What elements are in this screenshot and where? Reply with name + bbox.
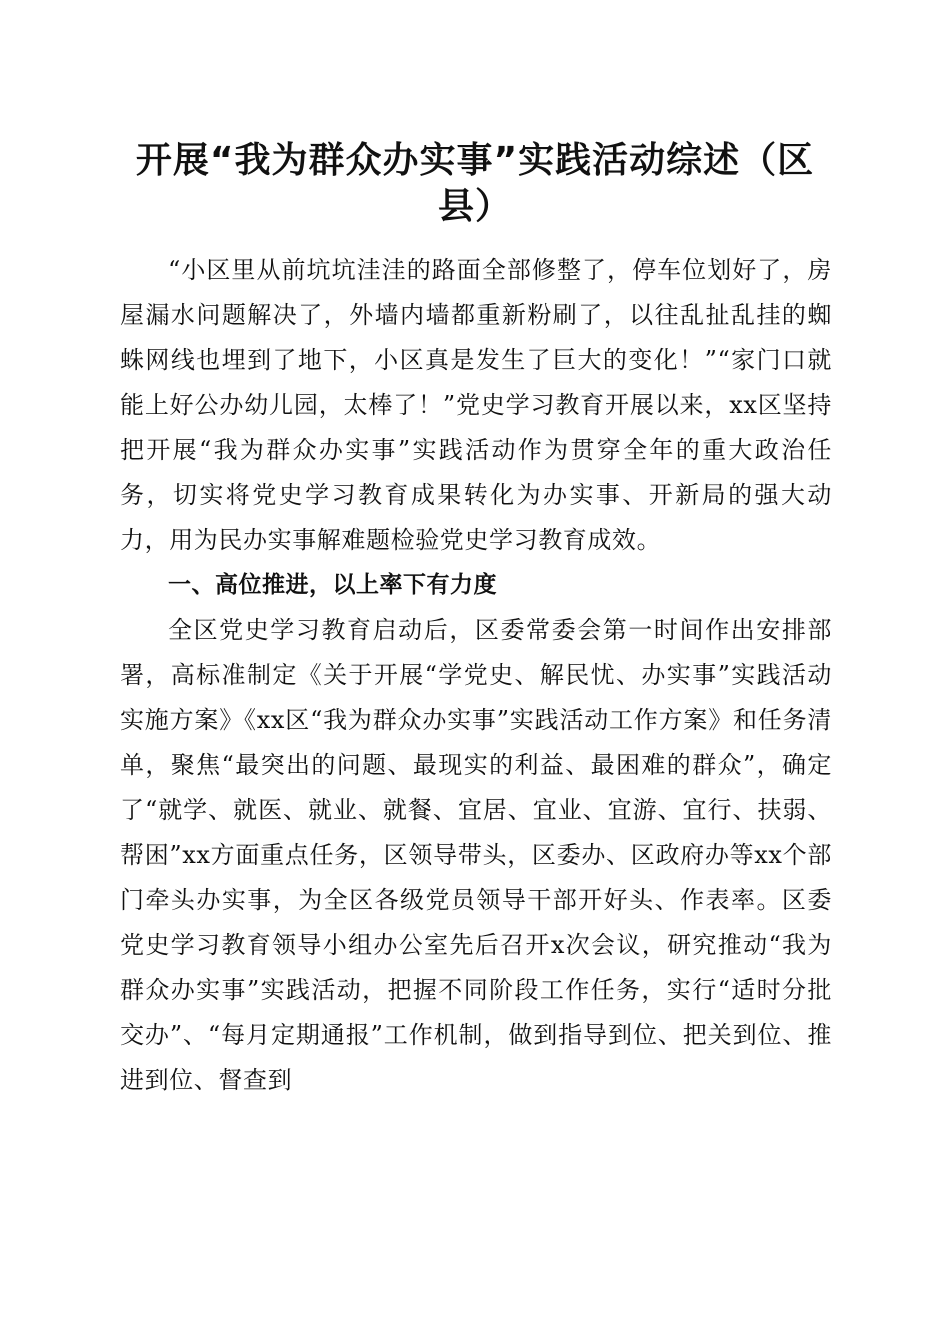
document-title: 开展“我为群众办实事”实践活动综述（区县） [135, 140, 815, 227]
intro-paragraph: “小区里从前坑坑洼洼的路面全部修整了，停车位划好了，房屋漏水问题解决了，外墙内墙都重新粉刷了，以往乱扯乱挂的蜘蛛网线也埋到了地下，小区真是发生了巨大的变化！”“家门口就能上好公办幼儿园，太棒了！”党史学习教育开展以来，xx区坚持把开展“我为群众办实事”实践活动作为贯穿全年的重大政治任务，切实将党史学习教育成果转化为办实事、开新局的强大动力，用为民办实事解难题检验党史学习教育成效。 [120, 256, 832, 554]
document-body [120, 248, 832, 1103]
section-1-heading: 一、高位推进，以上率下有力度 [168, 572, 497, 598]
section-1-paragraph: 全区党史学习教育启动后，区委常委会第一时间作出安排部署，高标准制定《关于开展“学党史、解民忧、办实事”实践活动实施方案》《xx区“我为群众办实事”实践活动工作方案》和任务清单，聚焦“最突出的问题、最现实的利益、最困难的群众”，确定了“就学、就医、就业、就餐、宜居、宜业、宜游、宜行、扶弱、帮困”xx方面重点任务，区领导带头，区委办、区政府办等xx个部门牵头办实事，为全区各级党员领导干部开好头、作表率。区委党史学习教育领导小组办公室先后召开x次会议，研究推动“我为群众办实事”实践活动，把握不同阶段工作任务，实行“适时分批交办”、“每月定期通报”工作机制，做到指导到位、把关到位、推进到位、督查到 [120, 616, 832, 1094]
